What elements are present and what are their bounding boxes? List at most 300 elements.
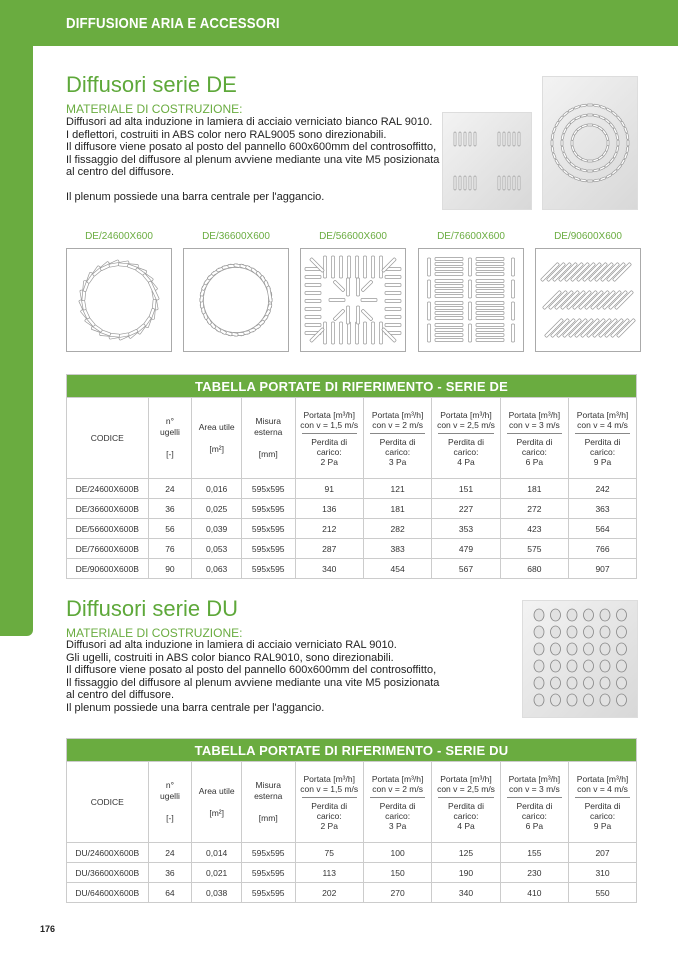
slot (435, 307, 463, 310)
value-cell: 64 (148, 883, 192, 903)
slot (563, 128, 567, 134)
nozzle (534, 643, 544, 655)
slot (459, 176, 461, 190)
slot (570, 118, 576, 123)
slot (435, 290, 463, 293)
slot (624, 127, 628, 133)
slot (340, 256, 343, 278)
value-cell: 0,025 (192, 499, 242, 519)
diagram-label: DE/24600X600 (85, 231, 153, 242)
slot (606, 174, 612, 179)
slot (474, 176, 476, 190)
nozzle (600, 694, 610, 706)
table-row (67, 499, 637, 519)
flow-header (295, 398, 363, 479)
value-cell: 595x595 (241, 479, 295, 499)
flow-header (363, 762, 431, 843)
flow-header (432, 398, 500, 479)
du-subtitle: MATERIALE DI COSTRUZIONE: (66, 626, 243, 640)
slot (356, 322, 359, 344)
size-header: Misura esterna [mm] (241, 398, 295, 479)
slot (469, 132, 471, 146)
value-cell: 76 (148, 539, 192, 559)
value-cell: 310 (569, 863, 637, 883)
value-cell: 766 (569, 539, 637, 559)
nozzle (584, 643, 594, 655)
code-cell: DU/36600X600B (67, 863, 149, 883)
value-cell: 36 (148, 499, 192, 519)
flow-header (432, 762, 500, 843)
diffuser-diagram (535, 248, 641, 352)
nozzles-header: n° ugelli [-] (148, 762, 192, 843)
diffuser-diagram (66, 248, 172, 352)
slot (348, 322, 351, 344)
slot (476, 268, 504, 271)
nozzle (584, 626, 594, 638)
slot (385, 316, 401, 319)
flow-rate-label: Portata [m³/h] con v = 4 m/s (576, 410, 629, 430)
slot (476, 295, 504, 298)
slot (476, 317, 504, 320)
value-cell: 595x595 (241, 519, 295, 539)
slot (568, 174, 574, 179)
value-cell: 595x595 (241, 559, 295, 579)
slot (574, 105, 580, 109)
diffuser-diagram (418, 248, 524, 352)
nozzle (534, 694, 544, 706)
slot (570, 162, 576, 167)
slot (555, 159, 560, 165)
slot (593, 114, 599, 117)
slot (476, 334, 504, 337)
slot (357, 306, 360, 324)
slot (512, 258, 515, 276)
flow-rate-label: Portata [m³/h] con v = 2 m/s (371, 410, 424, 430)
slot (609, 123, 614, 129)
slot (616, 116, 621, 122)
nozzle (567, 609, 577, 621)
slot (571, 145, 575, 151)
slot (476, 302, 504, 305)
slot (587, 170, 593, 172)
pressure-drop-label: Perdita di carico: 4 Pa (448, 437, 484, 467)
value-cell: 454 (363, 559, 431, 579)
slot (382, 328, 397, 343)
slot (568, 108, 574, 113)
slot (575, 166, 581, 170)
value-cell: 479 (432, 539, 500, 559)
slot (329, 299, 345, 302)
slot (380, 322, 383, 344)
flow-header (295, 762, 363, 843)
codice-header: CODICE (67, 398, 149, 479)
pressure-drop-label: Perdita di carico: 3 Pa (379, 437, 416, 467)
slot (613, 152, 617, 158)
slot (454, 176, 456, 190)
slot (593, 169, 599, 172)
slot (512, 324, 515, 342)
slot (561, 140, 563, 146)
de-round-diffuser-photo (542, 76, 638, 210)
code-cell: DE/56600X600B (67, 519, 149, 539)
nozzle (534, 660, 544, 672)
value-cell: 575 (500, 539, 568, 559)
value-cell: 907 (569, 559, 637, 579)
slot (435, 280, 463, 283)
slot (469, 280, 472, 298)
slot (347, 278, 350, 296)
slot (563, 169, 569, 174)
slot (469, 302, 472, 320)
diagram-label: DE/90600X600 (554, 231, 622, 242)
slot (476, 263, 504, 266)
slot (435, 329, 463, 332)
slot (305, 300, 321, 303)
slot (558, 164, 563, 170)
slot (428, 258, 431, 276)
pressure-drop-label: Perdita di carico: 9 Pa (584, 437, 621, 467)
slot (469, 258, 472, 276)
slot (563, 152, 567, 158)
slot (498, 132, 500, 146)
value-cell: 90 (148, 559, 192, 579)
slot (513, 132, 515, 146)
value-cell: 550 (569, 883, 637, 903)
slot (428, 302, 431, 320)
slot (587, 104, 593, 106)
slot (593, 179, 599, 182)
du-nozzle-diffuser-photo (522, 600, 638, 718)
value-cell: 595x595 (241, 863, 295, 883)
value-cell: 227 (432, 499, 500, 519)
slot (518, 132, 520, 146)
value-cell: 100 (363, 843, 431, 863)
slot (621, 121, 626, 127)
value-cell: 287 (295, 539, 363, 559)
value-cell: 567 (432, 559, 500, 579)
value-cell: 202 (295, 883, 363, 903)
slot (617, 140, 619, 146)
table-row (67, 519, 637, 539)
slot (372, 256, 375, 278)
value-cell: 363 (569, 499, 637, 519)
slot (435, 285, 463, 288)
flow-rate-label: Portata [m³/h] con v = 1,5 m/s (300, 774, 359, 794)
diagram-label: DE/56600X600 (319, 231, 387, 242)
slot (606, 108, 612, 113)
slot (385, 292, 401, 295)
value-cell: 282 (363, 519, 431, 539)
slot (581, 169, 587, 172)
slot (385, 276, 401, 279)
slot (305, 292, 321, 295)
slot (581, 114, 587, 117)
flow-rate-label: Portata [m³/h] con v = 1,5 m/s (300, 410, 359, 430)
slot (565, 123, 570, 129)
value-cell: 125 (432, 843, 500, 863)
nozzle (567, 677, 577, 689)
slot (551, 133, 554, 139)
slot (372, 322, 375, 344)
nozzle (551, 626, 561, 638)
nozzle (551, 677, 561, 689)
value-cell: 181 (363, 499, 431, 519)
value-cell: 121 (363, 479, 431, 499)
slot (333, 280, 345, 292)
value-cell: 595x595 (241, 883, 295, 903)
slot (324, 256, 327, 278)
slot (385, 324, 401, 327)
slot (580, 179, 586, 182)
diffuser-diagram (300, 248, 406, 352)
flow-rate-label: Portata [m³/h] con v = 3 m/s (508, 774, 561, 794)
slot (551, 146, 554, 152)
nozzle (584, 677, 594, 689)
nozzle (534, 677, 544, 689)
value-cell: 56 (148, 519, 192, 539)
slot (587, 114, 593, 116)
value-cell: 0,016 (192, 479, 242, 499)
slot (627, 140, 629, 146)
slot (361, 280, 373, 292)
slot (518, 176, 520, 190)
value-cell: 0,053 (192, 539, 242, 559)
slot (599, 116, 605, 120)
value-cell: 383 (363, 539, 431, 559)
value-cell: 212 (295, 519, 363, 539)
slot (558, 116, 563, 122)
flow-header (569, 398, 637, 479)
flow-rate-label: Portata [m³/h] con v = 2,5 m/s (437, 774, 495, 794)
nozzle (567, 626, 577, 638)
codice-header: CODICE (67, 762, 149, 843)
value-cell: 272 (500, 499, 568, 519)
slot (581, 124, 587, 128)
slot (503, 176, 505, 190)
flow-header (363, 398, 431, 479)
slot (356, 256, 359, 278)
diffuser-diagram (183, 248, 289, 352)
slot (561, 134, 564, 140)
flow-rate-label: Portata [m³/h] con v = 4 m/s (576, 774, 629, 794)
nozzle (551, 694, 561, 706)
value-cell: 150 (363, 863, 431, 883)
slot (476, 324, 504, 327)
du-title: Diffusori serie DU (66, 596, 238, 621)
du-description: Diffusori ad alta induzione in lamiera di acciaio verniciato RAL 9010. Gli ugelli, costruiti in ABS color bianco RAL9010, sono direzionabili. Il diffusore viene posato al posto del pannello 600x600mm del controsoffitto, Il fissaggio del diffusore al plenum avviene mediante una vite M5 posizionata al centro del diffusore. Il plenum possiede una barra centrale per l'aggancio. (66, 639, 440, 714)
nozzle (617, 609, 627, 621)
slot (476, 273, 504, 276)
slot (305, 316, 321, 319)
de-description-2: Il plenum possiede una barra centrale per l'aggancio. (66, 191, 325, 203)
slot (435, 312, 463, 315)
slot (626, 133, 629, 139)
flow-header (569, 762, 637, 843)
nozzle (551, 660, 561, 672)
flow-rate-label: Portata [m³/h] con v = 2,5 m/s (437, 410, 495, 430)
slot (626, 146, 629, 152)
slot (332, 256, 335, 278)
table-row (67, 863, 637, 883)
nozzle (600, 677, 610, 689)
slot (385, 300, 401, 303)
flow-rate-label: Portata [m³/h] con v = 2 m/s (371, 774, 424, 794)
slot (464, 176, 466, 190)
slot (604, 118, 610, 123)
nozzle (617, 626, 627, 638)
de-subtitle: MATERIALE DI COSTRUZIONE: (66, 102, 243, 116)
value-cell: 680 (500, 559, 568, 579)
diagram-label: DE/76600X600 (437, 231, 505, 242)
slot (605, 134, 609, 140)
nozzle (584, 609, 594, 621)
slot (476, 339, 504, 342)
slot (340, 322, 343, 344)
slot (563, 111, 569, 116)
section-title: DIFFUSIONE ARIA E ACCESSORI (66, 15, 280, 32)
slot (435, 324, 463, 327)
slot (607, 140, 609, 146)
value-cell: 0,021 (192, 863, 242, 883)
slot (348, 256, 351, 278)
slot (435, 295, 463, 298)
slot (551, 140, 553, 146)
pressure-drop-label: Perdita di carico: 9 Pa (584, 801, 621, 831)
slot (574, 177, 580, 181)
slot (361, 299, 377, 302)
slot (587, 180, 593, 182)
slot (600, 105, 606, 109)
slot (454, 132, 456, 146)
code-cell: DE/36600X600B (67, 499, 149, 519)
slot (587, 160, 593, 162)
slot (435, 263, 463, 266)
side-bar (0, 0, 33, 636)
slot (600, 177, 606, 181)
area-header: Area utile [m²] (192, 398, 242, 479)
flow-rate-label: Portata [m³/h] con v = 3 m/s (508, 410, 561, 430)
slot (508, 176, 510, 190)
slot (513, 176, 515, 190)
pressure-drop-label: Perdita di carico: 6 Pa (516, 437, 553, 467)
flow-header (500, 398, 568, 479)
de-title: Diffusori serie DE (66, 72, 237, 97)
page-number: 176 (40, 924, 56, 934)
code-cell: DE/90600X600B (67, 559, 149, 579)
slot (611, 111, 617, 116)
de-square-diffuser-photo (442, 112, 532, 210)
value-cell: 0,014 (192, 843, 242, 863)
slot (476, 285, 504, 288)
nozzle (567, 643, 577, 655)
slot (332, 322, 335, 344)
nozzle (600, 660, 610, 672)
value-cell: 595x595 (241, 539, 295, 559)
value-cell: 24 (148, 843, 192, 863)
pressure-drop-label: Perdita di carico: 2 Pa (311, 437, 348, 467)
slot (435, 268, 463, 271)
slot (385, 308, 401, 311)
value-cell: 136 (295, 499, 363, 519)
slot (571, 140, 573, 146)
value-cell: 242 (569, 479, 637, 499)
slot (624, 153, 628, 159)
value-cell: 151 (432, 479, 500, 499)
slot (593, 104, 599, 107)
table-row (67, 479, 637, 499)
value-cell: 410 (500, 883, 568, 903)
value-cell: 91 (295, 479, 363, 499)
slot (604, 162, 610, 167)
slot (616, 146, 619, 152)
value-cell: 207 (569, 843, 637, 863)
nozzle (600, 609, 610, 621)
nozzle (567, 694, 577, 706)
table-row (67, 539, 637, 559)
value-cell: 75 (295, 843, 363, 863)
nozzle (600, 643, 610, 655)
slot (616, 164, 621, 170)
slot (498, 176, 500, 190)
nozzle (534, 626, 544, 638)
de-description: Diffusori ad alta induzione in lamiera di acciaio verniciato bianco RAL 9010. I deflettori, costruiti in ABS color nero RAL9005 sono direzionabili. Il diffusore viene posato al posto del pannello 600x600mm del controsoffitto, Il fissaggio del diffusore al plenum avviene mediante una vite M5 posizionata al centro del diffusore. (66, 116, 440, 178)
slot (361, 309, 373, 321)
slot (469, 176, 471, 190)
area-header: Area utile [m²] (192, 762, 242, 843)
pressure-drop-label: Perdita di carico: 6 Pa (516, 801, 553, 831)
de-reference-table (66, 374, 637, 579)
table-row (67, 843, 637, 863)
nozzle (584, 694, 594, 706)
slot (599, 166, 605, 170)
nozzle (617, 677, 627, 689)
value-cell: 353 (432, 519, 500, 539)
slot (459, 132, 461, 146)
slot (385, 284, 401, 287)
slot (435, 317, 463, 320)
slot (310, 328, 325, 343)
pressure-drop-label: Perdita di carico: 2 Pa (311, 801, 348, 831)
nozzle (584, 660, 594, 672)
slot (621, 159, 626, 165)
slot (476, 290, 504, 293)
slot (305, 276, 321, 279)
slot (616, 134, 619, 140)
nozzle (551, 609, 561, 621)
value-cell: 340 (432, 883, 500, 903)
slot (512, 302, 515, 320)
value-cell: 564 (569, 519, 637, 539)
slot (435, 302, 463, 305)
value-cell: 595x595 (241, 843, 295, 863)
table-caption: TABELLA PORTATE DI RIFERIMENTO - SERIE DU (67, 739, 637, 762)
slot (357, 278, 360, 296)
value-cell: 270 (363, 883, 431, 903)
slot (364, 322, 367, 344)
value-cell: 0,063 (192, 559, 242, 579)
value-cell: 181 (500, 479, 568, 499)
nozzle (600, 626, 610, 638)
slot (565, 157, 570, 163)
slot (435, 339, 463, 342)
table-caption: TABELLA PORTATE DI RIFERIMENTO - SERIE DE (67, 375, 637, 398)
pressure-drop-label: Perdita di carico: 3 Pa (379, 801, 416, 831)
slot (380, 256, 383, 278)
nozzle (617, 660, 627, 672)
value-cell: 340 (295, 559, 363, 579)
nozzle (551, 643, 561, 655)
slot (435, 273, 463, 276)
